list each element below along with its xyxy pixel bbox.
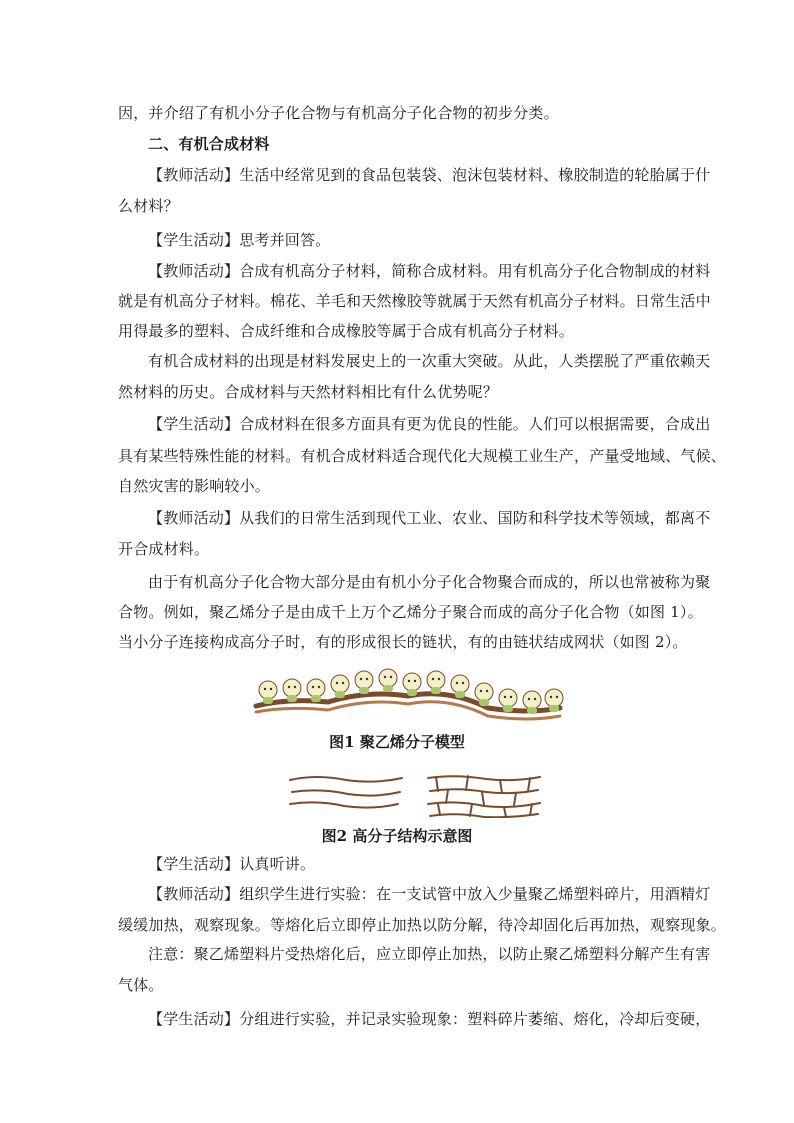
text-line: 自然灾害的影响较小。 — [118, 477, 271, 495]
text-line: 【教师活动】合成有机高分子材料，简称合成材料。用有机高分子化合物制成的材料 — [148, 262, 711, 280]
text-line: 当小分子连接构成高分子时，有的形成很长的链状，有的由链状结成网状（如图 2）。 — [118, 633, 688, 651]
text-line: 合物。例如，聚乙烯分子是由成千上万个乙烯分子聚合而成的高分子化合物（如图 1）。 — [118, 603, 703, 621]
text-line: 【学生活动】认真听讲。 — [148, 855, 316, 873]
text-line: 因，并介绍了有机小分子化合物与有机高分子化合物的初步分类。 — [118, 104, 559, 122]
text-line: 具有某些特殊性能的材料。有机合成材料适合现代化大规模工业生产，产量受地域、气候、 — [118, 447, 727, 465]
polymer-structure-figure — [286, 772, 546, 818]
text-line: 气体。 — [118, 976, 164, 994]
text-line: 由于有机高分子化合物大部分是由有机小分子化合物聚合而成的，所以也常被称为聚 — [148, 573, 711, 591]
text-line: 就是有机高分子材料。棉花、羊毛和天然橡胶等就属于天然有机高分子材料。日常生活中 — [118, 292, 711, 310]
text-line: 然材料的历史。合成材料与天然材料相比有什么优势呢？ — [118, 383, 499, 401]
text-line: 【教师活动】组织学生进行实验：在一支试管中放入少量聚乙烯塑料碎片，用酒精灯 — [148, 885, 711, 903]
text-line: 缓缓加热，观察现象。等熔化后立即停止加热以防分解，待冷却固化后再加热，观察现象。 — [118, 916, 727, 934]
text-line: 【教师活动】从我们的日常生活到现代工业、农业、国防和科学技术等领域，都离不 — [148, 509, 711, 527]
polyethylene-model-figure — [248, 668, 568, 728]
figure-2-caption: 图2 高分子结构示意图 — [321, 827, 473, 845]
section-heading: 二、有机合成材料 — [148, 135, 270, 153]
text-line: 么材料？ — [118, 197, 179, 215]
text-line: 有机合成材料的出现是材料发展史上的一次重大突破。从此，人类摆脱了严重依赖天 — [148, 352, 711, 370]
figure-1-caption: 图1 聚乙烯分子模型 — [329, 733, 465, 751]
text-line: 【学生活动】合成材料在很多方面具有更为优良的性能。人们可以根据需要，合成出 — [148, 415, 711, 433]
text-line: 【学生活动】思考并回答。 — [148, 231, 331, 249]
text-line: 注意：聚乙烯塑料片受热熔化后，应立即停止加热，以防止聚乙烯塑料分解产生有害 — [148, 945, 711, 963]
text-line: 用得最多的塑料、合成纤维和合成橡胶等属于合成有机高分子材料。 — [118, 322, 575, 340]
text-line: 【教师活动】生活中经常见到的食品包装袋、泡沫包装材料、橡胶制造的轮胎属于什 — [148, 166, 711, 184]
text-line: 【学生活动】分组进行实验，并记录实验现象：塑料碎片萎缩、熔化，冷却后变硬， — [148, 1010, 711, 1028]
text-line: 开合成材料。 — [118, 540, 210, 558]
